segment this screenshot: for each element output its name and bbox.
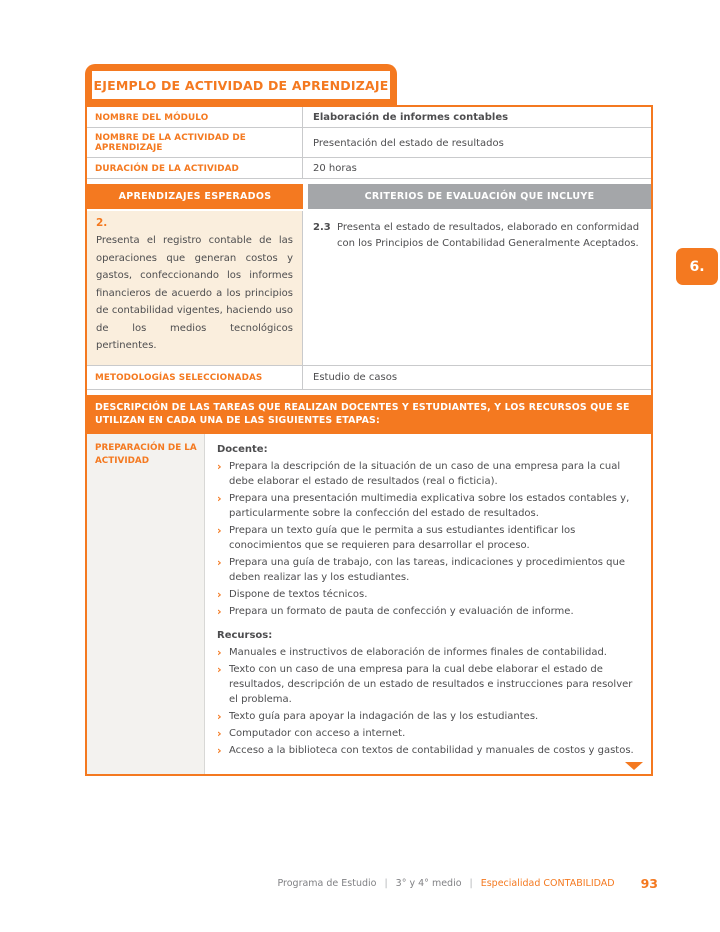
expected-learning-text: Presenta el registro contable de las operaciones que generan costos y gastos, confeccionando los informes financieros de acuerdo a los principios de contabilidad vigentes, haciendo uso de los medios tecnológicos pertinentes. [96,235,293,351]
duration-value: 20 horas [313,163,357,174]
bullet-arrow-icon: › [217,726,222,740]
list-item [217,645,639,660]
page-title: EJEMPLO DE ACTIVIDAD DE APRENDIZAJE [92,71,390,99]
methodology-label: METODOLOGÍAS SELECCIONADAS [87,366,303,389]
learning-content-row [87,211,651,365]
page-footer [277,876,658,891]
table-row-activity-name [87,128,651,158]
bullet-arrow-icon: › [217,459,222,473]
page-number: 93 [640,876,658,891]
bullet-arrow-icon: › [217,523,222,537]
list-item [217,491,639,521]
preparation-label: PREPARACIÓN DE LA ACTIVIDAD [87,434,205,774]
table-row-duration [87,158,651,179]
criteria-number: 2.3 [313,222,331,233]
evaluation-criteria-header: CRITERIOS DE EVALUACIÓN QUE INCLUYE [308,184,651,209]
list-item [217,523,639,553]
list-item-text: Acceso a la biblioteca con textos de contabilidad y manuales de costos y gastos. [229,744,634,756]
learning-header-row [87,184,651,209]
activity-title-box [85,64,397,105]
list-item-text: Prepara un formato de pauta de confección y evaluación de informe. [229,605,574,617]
expected-learning-header: APRENDIZAJES ESPERADOS [87,184,303,209]
list-item [217,587,639,602]
chapter-tab: 6. [676,248,718,285]
list-item [217,459,639,489]
list-item [217,709,639,724]
list-item-text: Prepara un texto guía que le permita a sus estudiantes identificar los conocimientos que se requieren para desarrollar el proceso. [229,524,576,551]
footer-separator: | [384,878,388,889]
footer-program-text: Programa de Estudio [277,878,377,889]
criteria-text: Presenta el estado de resultados, elaborado en conformidad con los Principios de Contabilidad Generalmente Aceptados. [337,222,640,249]
list-item-text: Texto con un caso de una empresa para la cual debe elaborar el estado de resultados, descripción de un estado de resultados e instrucciones para resolver el problema. [229,663,633,705]
bullet-arrow-icon: › [217,662,222,676]
bullet-arrow-icon: › [217,491,222,505]
bullet-arrow-icon: › [217,604,222,618]
evaluation-criteria-cell [303,211,651,365]
list-item-text: Manuales e instructivos de elaboración de informes finales de contabilidad. [229,646,607,658]
activity-table [85,105,653,776]
list-item [217,555,639,585]
list-item-text: Prepara la descripción de la situación de un caso de una empresa para la cual debe elaborar el estado de resultados (real o ficticia). [229,460,621,487]
table-row-methodology [87,365,651,390]
list-item-text: Prepara una guía de trabajo, con las tareas, indicaciones y procedimientos que deben realizar las y los estudiantes. [229,556,625,583]
recursos-heading: Recursos: [217,629,273,641]
methodology-value: Estudio de casos [313,372,398,383]
list-item [217,604,639,619]
continues-next-page-arrow-icon [625,762,643,770]
bullet-arrow-icon: › [217,709,222,723]
activity-name-label: NOMBRE DE LA ACTIVIDAD DE APRENDIZAJE [87,128,303,157]
footer-separator: | [469,878,473,889]
list-item [217,662,639,707]
list-item-text: Texto guía para apoyar la indagación de las y los estudiantes. [229,710,539,722]
list-item-text: Prepara una presentación multimedia explicativa sobre los estados contables y, particularmente sobre la confección del estado de resultados. [229,492,630,519]
module-name-label: NOMBRE DEL MÓDULO [87,107,303,127]
activity-name-value: Presentación del estado de resultados [313,137,504,149]
preparation-row [87,434,651,774]
list-item [217,726,639,741]
duration-label: DURACIÓN DE LA ACTIVIDAD [87,158,303,178]
expected-learning-number: 2. [96,217,108,229]
criteria-item [313,220,641,251]
module-name-value: Elaboración de informes contables [313,112,509,123]
bullet-arrow-icon: › [217,555,222,569]
footer-specialty-text: Especialidad CONTABILIDAD [480,878,615,889]
list-item-text: Computador con acceso a internet. [229,727,406,739]
docente-heading: Docente: [217,443,268,455]
tasks-description-banner: DESCRIPCIÓN DE LAS TAREAS QUE REALIZAN DOCENTES Y ESTUDIANTES, Y LOS RECURSOS QUE SE UTILIZAN EN CADA UNA DE LAS SIGUIENTES ETAPAS: [87,395,651,434]
footer-grade-text: 3° y 4° medio [395,878,462,889]
bullet-arrow-icon: › [217,743,222,757]
preparation-content [205,434,651,774]
table-row-module-name [87,107,651,128]
bullet-arrow-icon: › [217,587,222,601]
expected-learning-cell [87,211,303,365]
bullet-arrow-icon: › [217,645,222,659]
list-item [217,743,639,758]
list-item-text: Dispone de textos técnicos. [229,588,368,600]
